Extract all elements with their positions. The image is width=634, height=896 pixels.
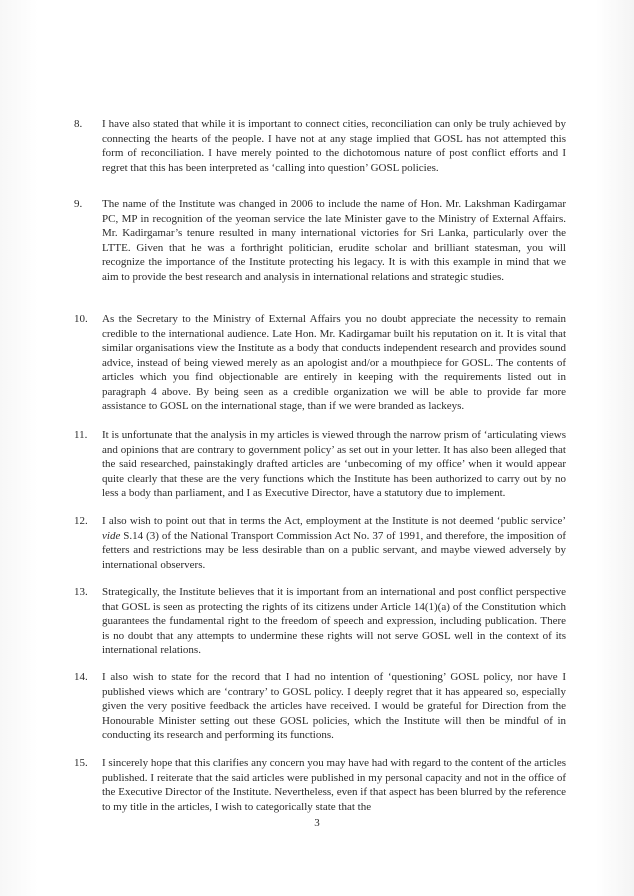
paragraph-text: Strategically, the Institute believes that it is important from an international and post conflict perspective that GOSL is seen as protecting the rights of its citizens under Article 14(1)(a) of the Constitution which guarantees the fundamental right to the freedom of speech and expression, including publication. There is no doubt that any attempts to undermine these rights will not serve GOSL well in the context of its international relations. (102, 586, 566, 656)
paragraph-text: I also wish to state for the record that I had no intention of ‘questioning’ GOSL policy, nor have I published views which are ‘contrary’ to GOSL policy. I deeply regret that it has appeared so, especially given the very positive feedback the articles have received. I would be grateful for Direction from the Honourable Minister setting out these GOSL policies, which the Institute will then be mindful of in conducting its research and performing its functions. (102, 671, 566, 741)
paragraph-number: 11. (74, 429, 88, 441)
paragraph-number: 10. (74, 313, 88, 325)
paragraph-text: As the Secretary to the Ministry of External Affairs you no doubt appreciate the necessity to remain credible to the international audience. Late Hon. Mr. Kadirgamar built his reputation on it. It is vital that similar organisations view the Institute as a body that conducts independent research and provides sound advice, instead of being viewed merely as an apologist and/or a mouthpiece for GOSL. The contents of articles which you find objectionable are entirely in keeping with the requirements listed out in paragraph 4 above. By being seen as a credible organization we will be able to provide far more assistance to GOSL on the international stage, than if we were branded as lackeys. (102, 313, 566, 412)
page-number: 3 (314, 817, 320, 829)
paragraph-10 (74, 312, 566, 414)
paragraph-8 (74, 117, 566, 175)
paragraph-14 (74, 670, 566, 743)
paragraph-text: I have also stated that while it is important to connect cities, reconciliation can only be truly achieved by connecting the hearts of the people. I have not at any stage implied that GOSL has not attempted this form of reconciliation. I have merely pointed to the dichotomous nature of post conflict efforts and I regret that this has been interpreted as ‘calling into question’ GOSL policies. (102, 118, 566, 174)
paragraph-11 (74, 428, 566, 501)
paragraph-text (102, 514, 566, 572)
paragraph-number: 8. (74, 118, 83, 130)
paragraph-9 (74, 197, 566, 284)
paragraph-number: 14. (74, 671, 88, 683)
paragraph-number: 13. (74, 586, 88, 598)
paragraph-13 (74, 585, 566, 658)
paragraph-15 (74, 756, 566, 814)
paragraph-text-part: I also wish to point out that in terms the Act, employment at the Institute is not deemed ‘public service’ (102, 515, 566, 527)
paragraph-text: I sincerely hope that this clarifies any concern you may have had with regard to the content of the articles published. I reiterate that the said articles were published in my personal capacity and not in the office of the Executive Director of the Institute. Nevertheless, even if that aspect has been blurred by the reference to my title in the articles, I wish to categorically state that the (102, 757, 566, 813)
paragraph-text: It is unfortunate that the analysis in my articles is viewed through the narrow prism of ‘articulating views and opinions that are contrary to government policy’ as set out in your letter. It has also been alleged that the said researched, painstakingly drafted articles are ‘unbecoming of my office’ when it would appear quite clearly that these are the very functions which the Institute has been authorized to carry out by no less a body than parliament, and I as Executive Director, have a statutory due to implement. (102, 429, 566, 499)
paragraph-number: 9. (74, 198, 83, 210)
paragraph-number: 12. (74, 515, 88, 527)
paragraph-12 (74, 514, 566, 572)
paragraph-number: 15. (74, 757, 88, 769)
paragraph-text-part: S.14 (3) of the National Transport Commission Act No. 37 of 1991, and therefore, the imposition of fetters and restrictions may be less desirable than on a public servant, and maybe viewed adversely by international observers. (102, 529, 566, 571)
paragraph-text: The name of the Institute was changed in 2006 to include the name of Hon. Mr. Lakshman Kadirgamar PC, MP in recognition of the yeoman service the late Minister gave to the Ministry of External Affairs. Mr. Kadirgamar’s tenure resulted in many international victories for Sri Lanka, particularly over the LTTE. Given that he was a forthright politician, erudite scholar and brilliant statesman, you will recognize the importance of the Institute protecting his legacy. It is with this example in mind that we aim to provide the best research and analysis in international relations and strategic studies. (102, 198, 566, 283)
paragraph-text-italic: vide (102, 529, 121, 542)
